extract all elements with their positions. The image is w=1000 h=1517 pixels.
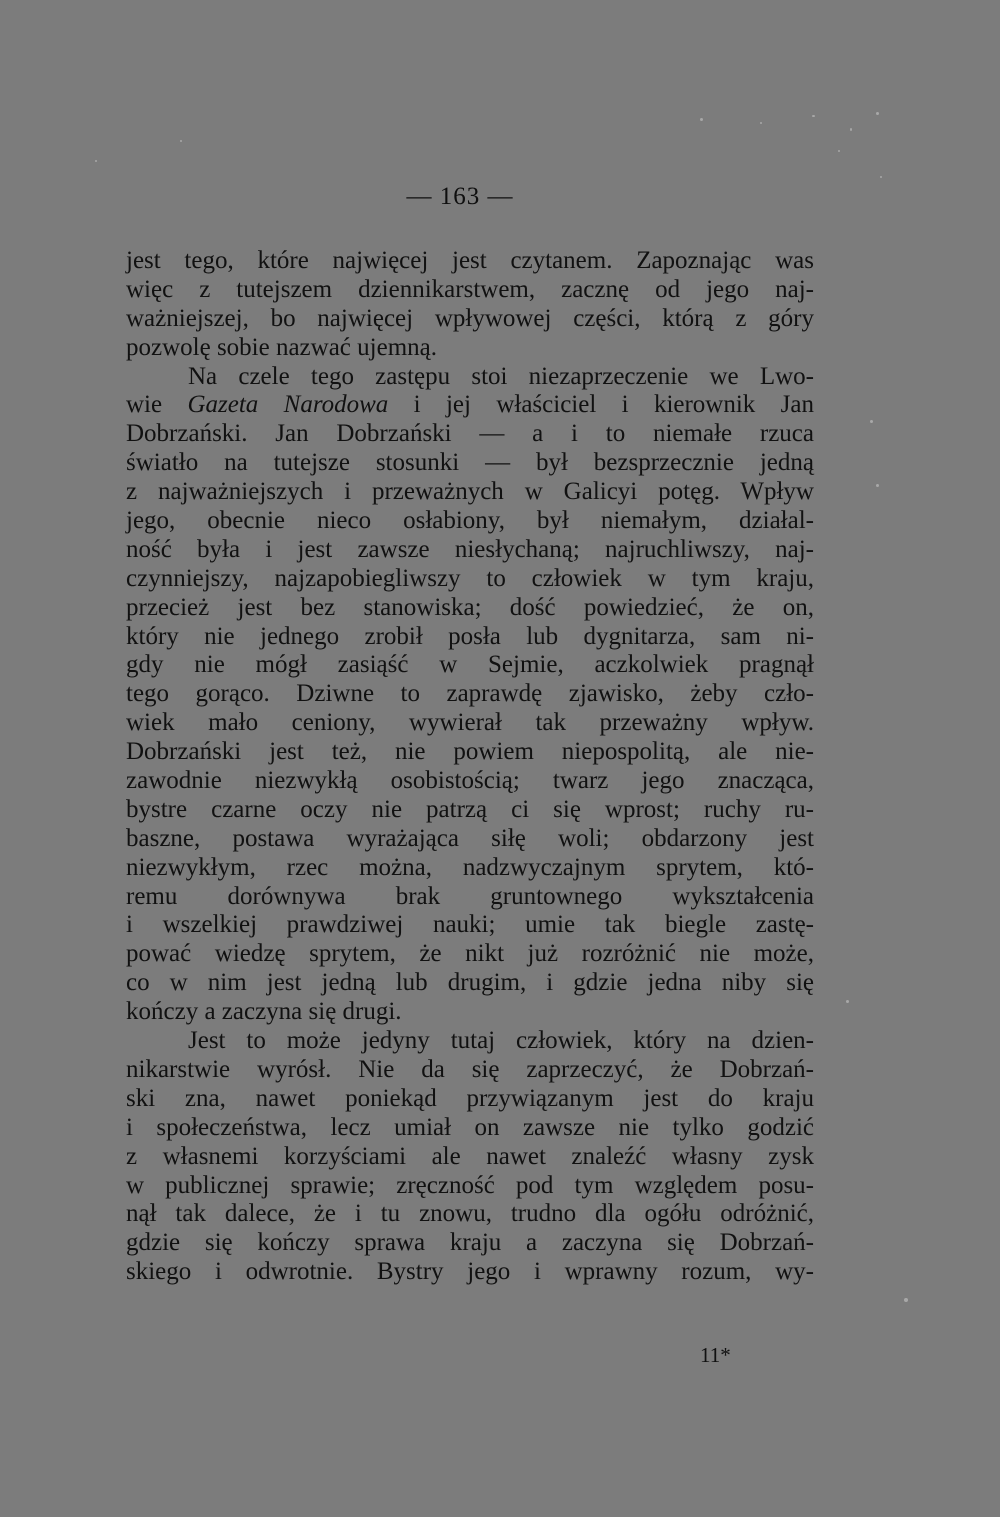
scan-speck [95, 160, 97, 162]
body-text [126, 247, 814, 1287]
scan-speck [876, 112, 879, 115]
text-fragment: wie [126, 391, 188, 419]
text-line: ważniejszej, bo najwięcej wpływowej części, którą z góry [126, 304, 814, 332]
text-line: skiego i odwrotnie. Bystry jego i wprawny rozum, wy- [126, 1258, 814, 1286]
text-line: ski zna, nawet poniekąd przywiązanym jest do kraju [126, 1084, 814, 1112]
text-line: nął tak dalece, że i tu znowu, trudno dla ogółu odróżnić, [126, 1200, 814, 1228]
text-line: światło na tutejsze stosunki — był bezsprzecznie jedną [126, 449, 814, 477]
scan-speck [876, 484, 879, 487]
text-line: w publicznej sprawie; zręczność pod tym względem posu- [126, 1171, 814, 1199]
text-line: zawodnie niezwykłą osobistością; twarz jego znacząca, [126, 767, 814, 795]
text-line: przecież jest bez stanowiska; dość powiedzieć, że on, [126, 593, 814, 621]
text-line: który nie jednego zrobił posła lub dygnitarza, sam ni- [126, 622, 814, 650]
text-line: Na czele tego zastępu stoi niezaprzeczenie we Lwo- [188, 362, 814, 390]
text-line: tego gorąco. Dziwne to zaprawdę zjawisko, żeby czło- [126, 680, 814, 708]
scan-speck [838, 150, 840, 152]
scan-speck [180, 140, 182, 142]
text-line: wiek mało ceniony, wywierał tak przeważny wpływ. [126, 709, 814, 737]
text-line: z najważniejszych i przeważnych w Galicyi potęg. Wpływ [126, 478, 814, 506]
text-line: czynniejszy, najzapobiegliwszy to człowiek w tym kraju, [126, 564, 814, 592]
scan-speck [846, 1000, 849, 1003]
text-line: Jest to może jedyny tutaj człowiek, który na dzien- [188, 1027, 814, 1055]
scan-speck [904, 1298, 908, 1302]
text-line: kończy a zaczyna się drugi. [126, 998, 402, 1026]
text-line: niezwykłym, rzec można, nadzwyczajnym sprytem, któ- [126, 853, 814, 881]
text-line: i społeczeństwa, lecz umiał on zawsze nie tylko godzić [126, 1113, 814, 1141]
newspaper-title: Gazeta Narodowa [187, 391, 389, 419]
text-line: nikarstwie wyrósł. Nie da się zaprzeczyć, że Dobrzań- [126, 1055, 814, 1083]
scan-speck [700, 118, 703, 121]
text-line: i wszelkiej prawdziwej nauki; umie tak biegle zastę- [126, 911, 814, 939]
scan-speck [760, 122, 762, 124]
text-line: gdzie się kończy sprawa kraju a zaczyna się Dobrzań- [126, 1229, 814, 1257]
scan-speck [870, 420, 873, 423]
text-line: pozwolę sobie nazwać ujemną. [126, 333, 437, 361]
text-line: ność była i jest zawsze niesłychaną; najruchliwszy, naj- [126, 535, 814, 563]
text-line: więc z tutejszem dziennikarstwem, zacznę od jego naj- [126, 275, 814, 303]
page-number: — 163 — [406, 183, 514, 210]
text-line-with-title [126, 391, 814, 420]
signature-mark: 11* [700, 1343, 731, 1367]
text-line: Dobrzański. Jan Dobrzański — a i to niemałe rzuca [126, 420, 814, 448]
text-line: remu dorównywa brak gruntownego wykształcenia [126, 882, 814, 910]
text-line: baszne, postawa wyrażająca siłę woli; obdarzony jest [126, 824, 814, 852]
text-fragment: i jej właściciel i kierownik Jan [388, 391, 814, 419]
scan-speck [850, 128, 852, 131]
text-line: gdy nie mógł zasiąść w Sejmie, aczkolwiek pragnął [126, 651, 814, 679]
text-line: pować wiedzę sprytem, że nikt już rozróżnić nie może, [126, 940, 814, 968]
scan-speck [880, 176, 882, 178]
text-line: jest tego, które najwięcej jest czytanem. Zapoznając was [126, 247, 814, 274]
text-line: co w nim jest jedną lub drugim, i gdzie jedna niby się [126, 969, 814, 997]
scan-speck [812, 115, 815, 117]
text-line: bystre czarne oczy nie patrzą ci się wprost; ruchy ru- [126, 795, 814, 823]
text-line: z własnemi korzyściami ale nawet znaleźć własny zysk [126, 1142, 814, 1170]
text-line: Dobrzański jest też, nie powiem niepospolitą, ale nie- [126, 738, 814, 766]
text-line: jego, obecnie nieco osłabiony, był niemałym, działal- [126, 507, 814, 535]
